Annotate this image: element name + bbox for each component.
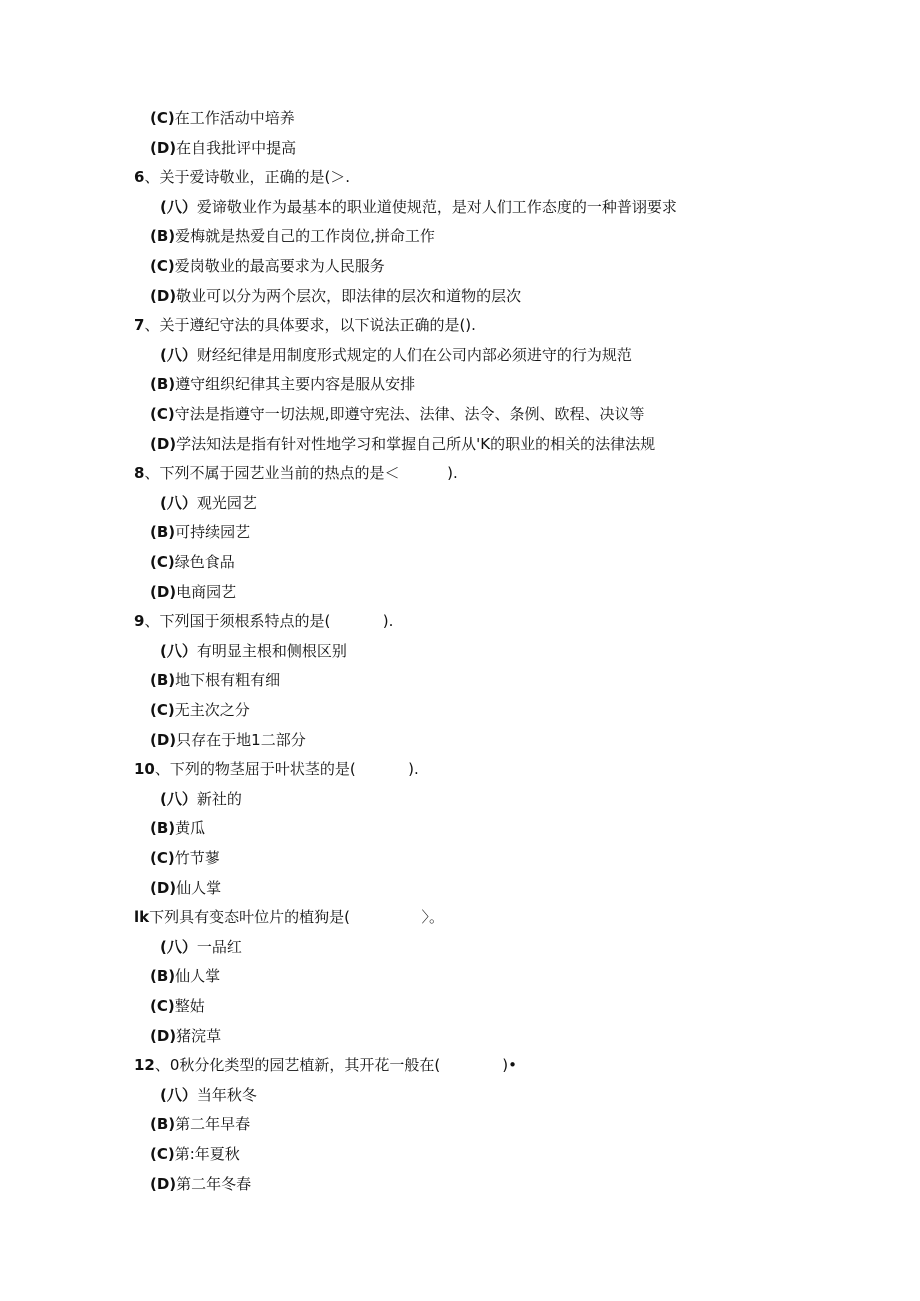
option-text: 第二年早春 [175,1115,251,1133]
option-label: (C) [150,997,175,1015]
answer-option [150,1113,250,1135]
answer-option [150,255,385,277]
answer-option [160,640,347,662]
answer-option [150,373,415,395]
option-label: (D) [150,435,177,453]
question-stem [134,314,476,336]
option-text: 绿色食品 [174,553,235,571]
question-stem [134,906,444,928]
option-label: (C) [150,257,175,275]
option-label: (C) [150,405,175,423]
question-text: 、0秋分化类型的园艺植新，其开花一般在( )• [154,1056,517,1074]
option-label: (B) [150,671,176,689]
question-number: 12 [134,1056,155,1074]
option-label: (八） [160,346,197,364]
answer-option [150,669,280,691]
question-stem [134,462,458,484]
option-label: (八） [160,494,197,512]
answer-option [150,1143,240,1165]
option-text: 黄瓜 [175,819,206,837]
option-label: (八） [160,938,197,956]
option-label: (C) [150,849,175,867]
option-label: (B) [150,819,176,837]
answer-option [160,344,632,366]
question-number: 6 [134,168,145,186]
answer-option [150,847,220,869]
option-label: (C) [150,553,175,571]
question-text: 、关于遵纪守法的具体要求，以下说法正确的是(). [144,316,476,334]
question-stem [134,1054,517,1076]
option-text: 在工作活动中培养 [174,109,295,127]
question-stem [134,166,350,188]
option-label: (C) [150,701,175,719]
answer-option [150,729,306,751]
question-stem [134,610,393,632]
answer-option [150,137,296,159]
answer-option [150,965,220,987]
question-number: 10 [134,760,155,778]
option-label: (D) [150,1175,177,1193]
answer-option [150,1173,251,1195]
option-text: 守法是指遵守一切法规,即遵守宪法、法律、法令、条例、欧程、决议等 [174,405,645,423]
option-text: 财经纪律是用制度形式规定的人们在公司内部必须进守的行为规范 [196,346,632,364]
option-label: (B) [150,967,176,985]
option-text: 第:年夏秋 [174,1145,240,1163]
option-text: 只存在于地1二部分 [176,731,306,749]
option-label: (八） [160,198,197,216]
answer-option [160,788,242,810]
answer-option [150,403,645,425]
option-label: (B) [150,1115,176,1133]
option-text: 仙人掌 [176,879,222,897]
answer-option [150,551,235,573]
option-text: 新社的 [196,790,242,808]
option-label: (B) [150,227,176,245]
option-text: 可持续园艺 [175,523,251,541]
option-label: (D) [150,1027,177,1045]
option-text: 当年秋冬 [196,1086,257,1104]
option-text: 观光园艺 [196,494,257,512]
question-text: 、下列不属于园艺业当前的热点的是＜ ). [144,464,458,482]
question-text: 、下列国于须根系特点的是( ). [144,612,394,630]
question-number: 7 [134,316,145,334]
option-text: 在自我批评中提高 [176,139,297,157]
option-text: 有明显主根和侧根区别 [196,642,347,660]
answer-option [150,995,205,1017]
option-label: (C) [150,109,175,127]
answer-option [150,225,435,247]
question-stem [134,758,419,780]
answer-option [150,817,205,839]
answer-option [150,285,521,307]
answer-option [150,1025,221,1047]
option-text: 第二年冬春 [176,1175,252,1193]
answer-option [160,936,242,958]
option-text: 仙人掌 [175,967,221,985]
answer-option [160,196,677,218]
option-text: 遵守组织纪律其主要内容是服从安排 [175,375,416,393]
option-text: 一品红 [196,938,242,956]
answer-option [160,1084,257,1106]
option-text: 爱梅就是热爱自己的工作岗位,拼命工作 [175,227,435,245]
option-text: 敬业可以分为两个层次，即法律的层次和道物的层次 [176,287,522,305]
answer-option [150,107,295,129]
option-text: 爱谛敬业作为最基本的职业道使规范，是对人们工作态度的一种普诩要求 [196,198,677,216]
question-text: 下列具有变态叶位片的植狗是( 〉。 [149,908,444,926]
option-label: (C) [150,1145,175,1163]
option-label: (八） [160,790,197,808]
question-number: 8 [134,464,145,482]
question-text: 、关于爱诗敬业，正确的是(＞. [144,168,351,186]
option-text: 无主次之分 [174,701,250,719]
answer-option [150,581,236,603]
option-label: (八） [160,642,197,660]
answer-option [150,877,221,899]
option-label: (D) [150,139,177,157]
option-text: 整姑 [174,997,205,1015]
option-text: 学法知法是指有针对性地学习和掌握自己所从'K的职业的相关的法律法规 [176,435,656,453]
answer-option [160,492,257,514]
option-text: 猪浣草 [176,1027,222,1045]
option-label: (D) [150,583,177,601]
answer-option [150,433,655,455]
option-label: (D) [150,287,177,305]
option-text: 竹节蓼 [174,849,220,867]
option-label: (B) [150,523,176,541]
answer-option [150,521,250,543]
question-number: lk [134,908,150,926]
answer-option [150,699,250,721]
option-text: 爱岗敬业的最高要求为人民服务 [174,257,385,275]
question-number: 9 [134,612,145,630]
option-label: (D) [150,879,177,897]
option-label: (八） [160,1086,197,1104]
question-text: 、下列的物茎屈于叶状茎的是( ). [154,760,419,778]
option-text: 地下根有粗有细 [175,671,281,689]
option-text: 电商园艺 [176,583,237,601]
option-label: (B) [150,375,176,393]
option-label: (D) [150,731,177,749]
